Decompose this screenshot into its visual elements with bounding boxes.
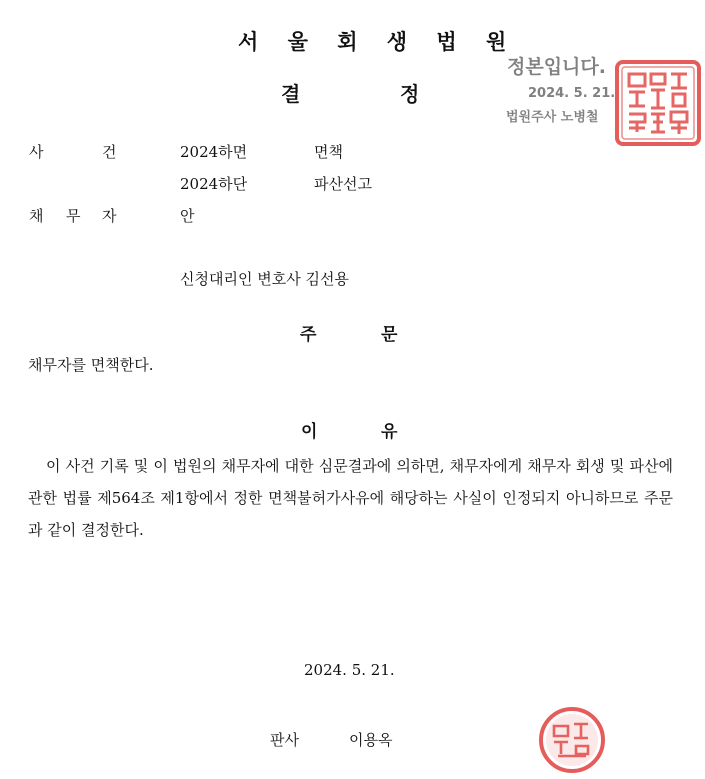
court-name: 서 울 회 생 법 원 <box>238 30 518 54</box>
order-text: 채무자를 면책한다. <box>28 356 154 374</box>
judge-seal-stamp <box>538 706 606 774</box>
reason-heading-left: 이 <box>301 422 318 442</box>
debtor-label-char-3: 자 <box>102 207 117 225</box>
certification-title: 정본입니다. <box>507 56 606 78</box>
judge-title: 판사 <box>270 731 299 749</box>
certification-clerk: 법원주사 노병철 <box>506 110 599 125</box>
attorney-name: 신청대리인 변호사 김선용 <box>180 270 349 288</box>
case-type-1: 면책 <box>314 143 343 161</box>
certification-date: 2024. 5. 21. <box>528 86 616 101</box>
debtor-name: 안 <box>180 207 195 225</box>
decision-date: 2024. 5. 21. <box>304 661 395 679</box>
debtor-label-char-2: 무 <box>66 207 81 225</box>
document-title-left: 결 <box>281 82 301 106</box>
case-number-1: 2024하면 <box>180 143 248 161</box>
case-label-char-1: 사 <box>29 143 44 161</box>
order-heading-left: 주 <box>300 325 317 345</box>
case-type-2: 파산선고 <box>314 175 372 193</box>
debtor-label-char-1: 채 <box>29 207 44 225</box>
court-seal-stamp <box>615 60 701 146</box>
reason-text: 이 사건 기록 및 이 법원의 채무자에 대한 심문결과에 의하면, 채무자에게 채무자 회생 및 파산에 관한 법률 제564조 제1항에서 정한 면책불허가사유에 해당하는 사실이 인정되지 아니하므로 주문과 같이 결정한다. <box>28 457 673 539</box>
case-number-2: 2024하단 <box>180 175 248 193</box>
order-heading-right: 문 <box>381 325 398 345</box>
judge-name: 이용옥 <box>349 731 393 749</box>
document-title-right: 정 <box>400 82 420 106</box>
case-label-char-2: 건 <box>102 143 117 161</box>
reason-heading-right: 유 <box>381 422 398 442</box>
